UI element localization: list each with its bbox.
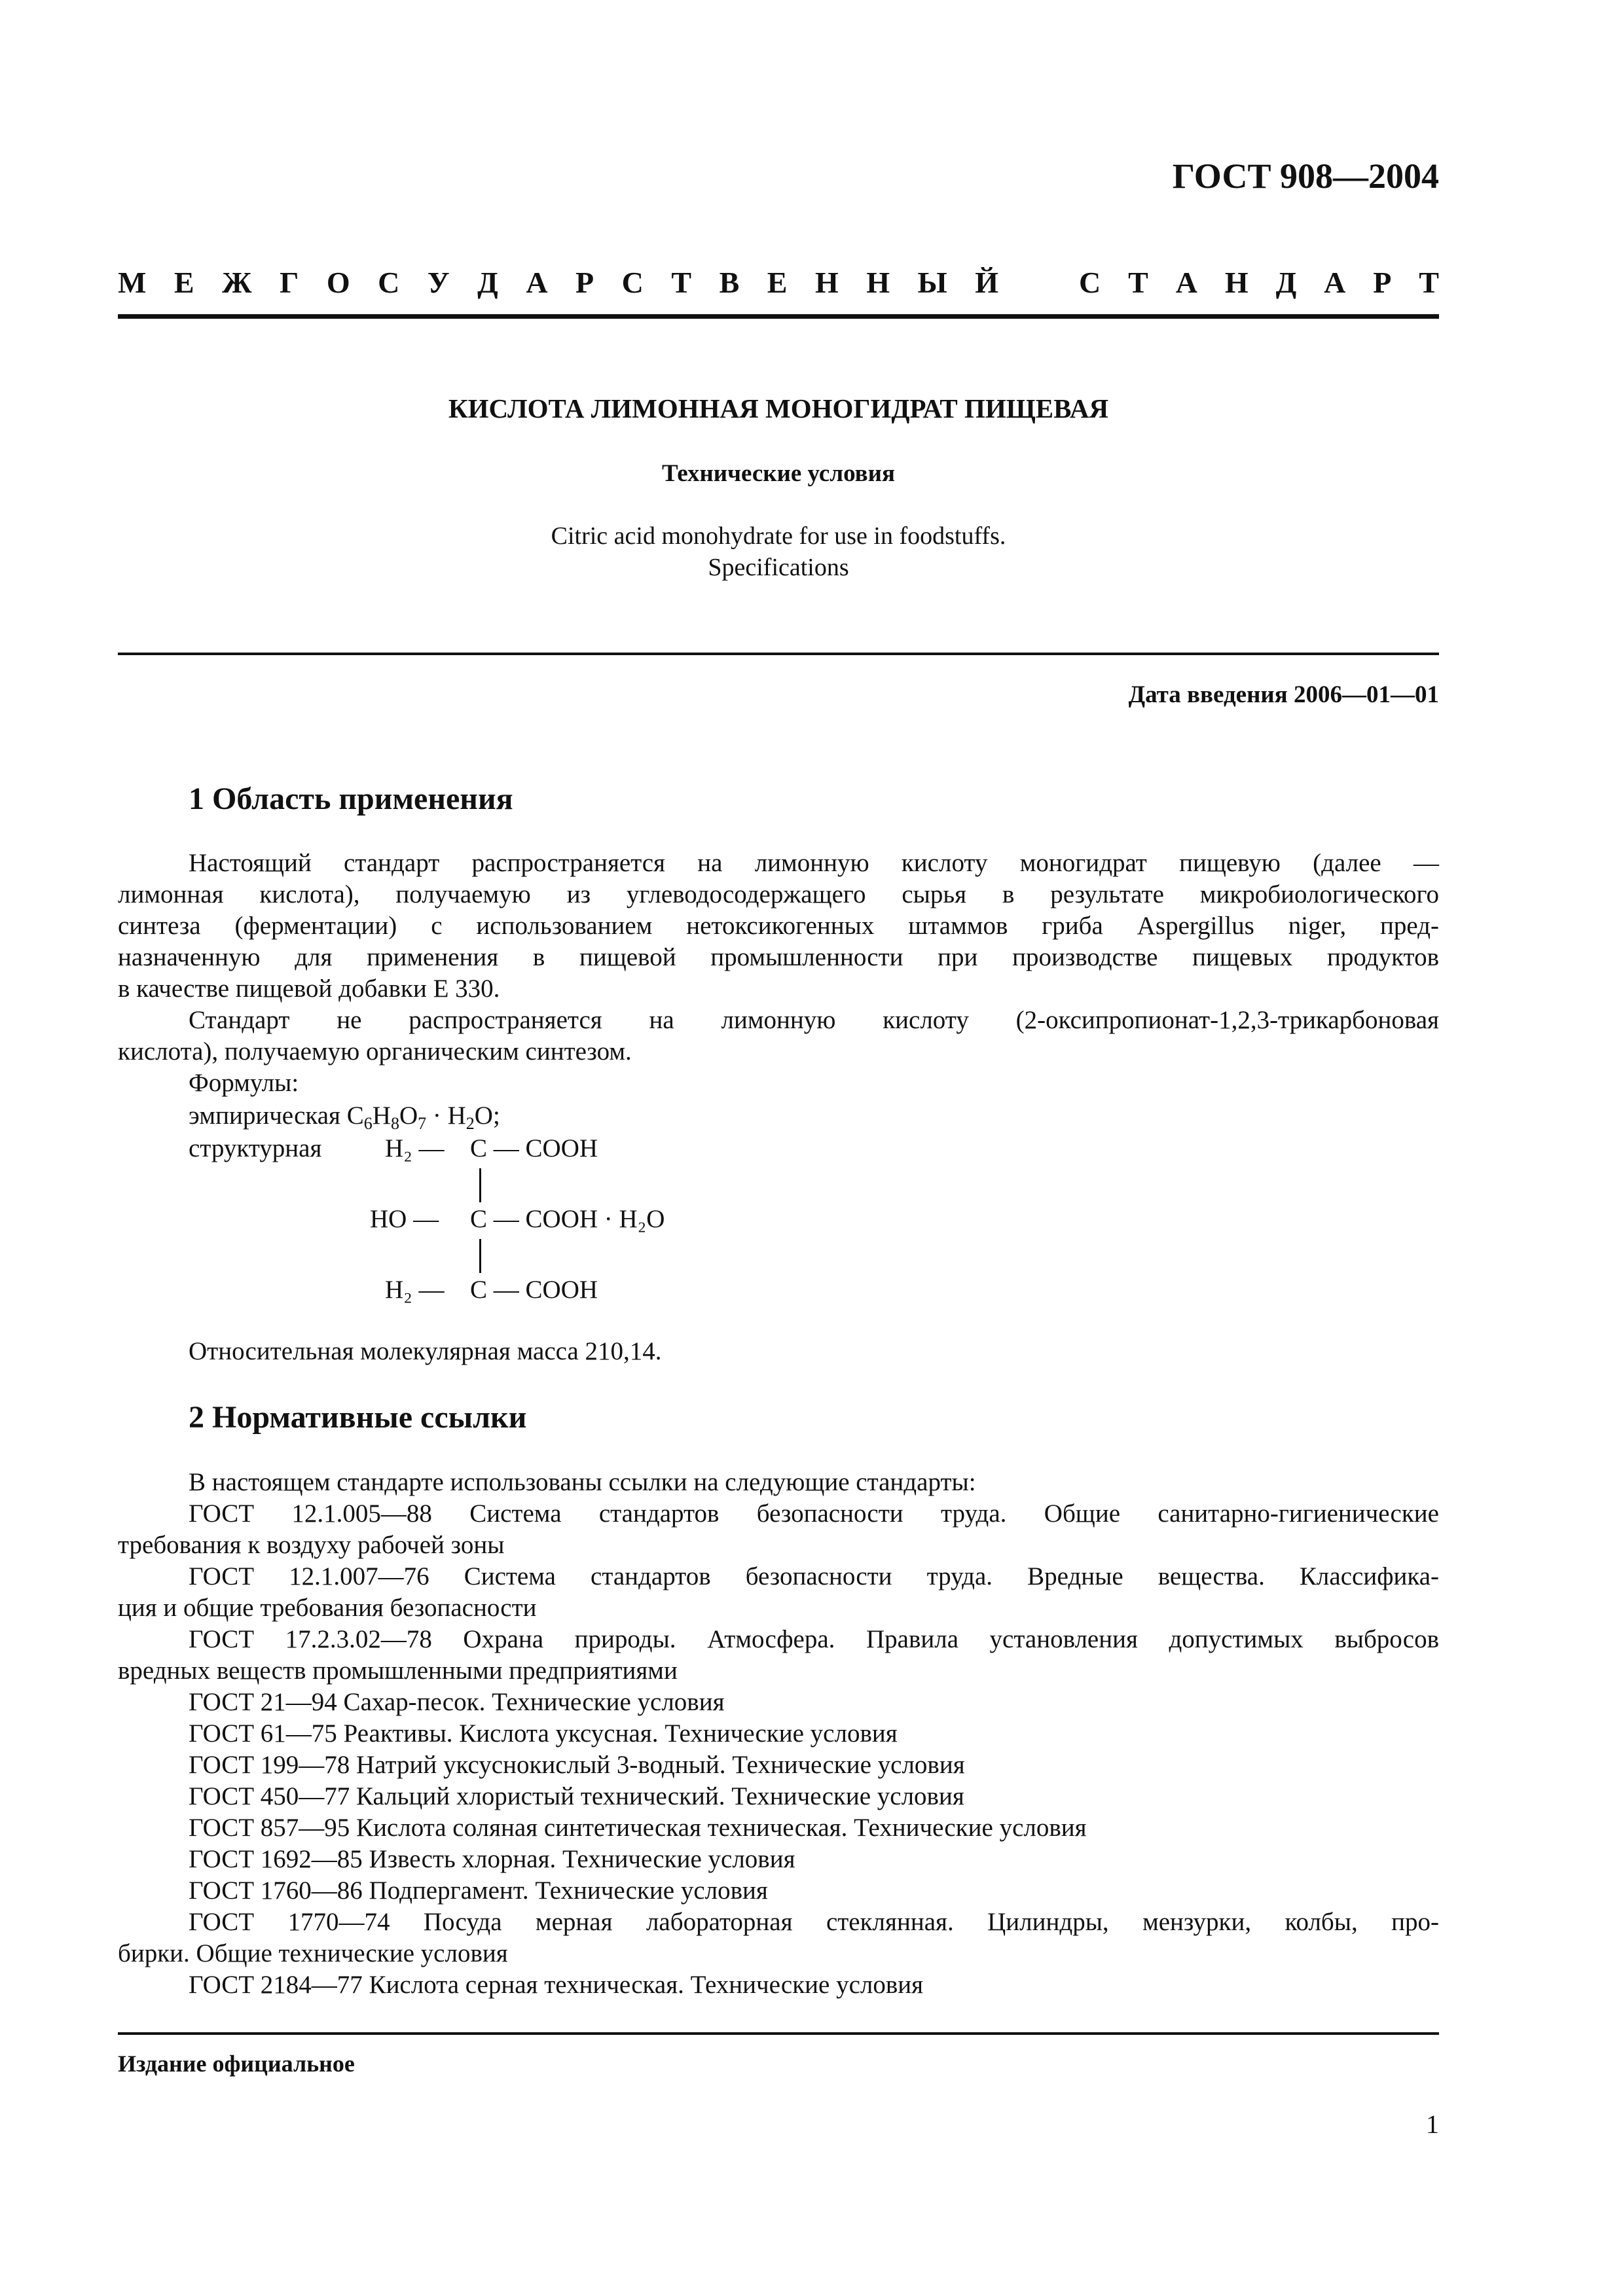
structure-row-2 <box>370 1204 665 1235</box>
header-rule <box>118 314 1439 319</box>
reference-line: ция и общие требования безопасности <box>118 1594 537 1622</box>
standard-type-letter: Т <box>1128 266 1148 299</box>
structure-row-1-carbon: C <box>470 1134 488 1162</box>
formulas-label: Формулы: <box>189 1069 299 1097</box>
structure-row-1-right: — COOH <box>487 1134 598 1162</box>
reference-line: ГОСТ 199—78 Натрий уксуснокислый 3-водный. Технические условия <box>189 1751 965 1779</box>
structure-row-1 <box>385 1133 598 1164</box>
standard-type-letter: Н <box>814 266 839 299</box>
gost-number: ГОСТ 908—2004 <box>1172 156 1439 196</box>
para1-line: синтеза (ферментации) с использованием нетоксикогенных штаммов гриба Aspergillus niger, пред- <box>118 912 1439 940</box>
empirical-formula-value: $C_6H_8O_7 \cdot H_2O$; <box>346 1102 500 1133</box>
structure-row-3-left: H₂ — <box>385 1276 445 1304</box>
reference-line: ГОСТ 17.2.3.02—78 Охрана природы. Атмосфера. Правила установления допустимых выбросов <box>189 1625 1439 1653</box>
standard-type-letter: Н <box>866 266 890 299</box>
standard-type-letter: Е <box>173 266 194 299</box>
para2-line: кислота), получаемую органическим синтезом. <box>118 1037 632 1066</box>
para1-line: Настоящий стандарт распространяется на лимонную кислоту моногидрат пищевую (далее — <box>189 849 1439 877</box>
structure-row-3-right: — COOH <box>487 1276 598 1304</box>
molar-mass: Относительная молекулярная масса 210,14. <box>189 1337 662 1365</box>
standard-type-letter: Ж <box>222 266 252 299</box>
standard-type-letter: С <box>378 266 400 299</box>
structure-row-3 <box>385 1274 598 1306</box>
reference-line: ГОСТ 12.1.007—76 Система стандартов безопасности труда. Вредные вещества. Классифика- <box>189 1562 1439 1590</box>
reference-line: ГОСТ 450—77 Кальций хлористый технический. Технические условия <box>189 1782 964 1810</box>
reference-line: ГОСТ 1770—74 Посуда мерная лабораторная стеклянная. Цилиндры, мензурки, колбы, про- <box>189 1908 1439 1936</box>
standard-type-letter: Р <box>1373 266 1392 299</box>
standard-type-letter: А <box>526 266 548 299</box>
reference-line: ГОСТ 857—95 Кислота соляная синтетическая техническая. Технические условия <box>189 1814 1087 1842</box>
standard-type-letter: В <box>719 266 740 299</box>
standard-type-word-1 <box>118 265 998 300</box>
reference-line: ГОСТ 2184—77 Кислота серная техническая. Технические условия <box>189 1971 924 1999</box>
standard-type-letter: С <box>621 266 644 299</box>
standard-type-word-2 <box>1079 265 1439 300</box>
reference-line: ГОСТ 1692—85 Известь хлорная. Технические условия <box>189 1845 795 1873</box>
standard-type-letter: У <box>427 266 450 299</box>
standard-type-letter: С <box>1079 266 1101 299</box>
para1-line: назначенную для применения в пищевой промышленности при производстве пищевых продуктов <box>118 943 1439 971</box>
official-edition-label: Издание официальное <box>118 2051 355 2077</box>
title-rule <box>118 653 1439 655</box>
structure-row-2-carbon: C <box>470 1205 488 1233</box>
section-2-heading: 2 Нормативные ссылки <box>189 1400 527 1435</box>
reference-line: ГОСТ 61—75 Реактивы. Кислота уксусная. Технические условия <box>189 1719 898 1748</box>
standard-type-letter: М <box>118 266 147 299</box>
page-number: 1 <box>1426 2109 1439 2139</box>
standard-type-letter: Н <box>1224 266 1249 299</box>
para2-line: Стандарт не распространяется на лимонную кислоту (2-оксипропионат-1,2,3-трикарбоновая <box>189 1006 1439 1034</box>
standard-type-letter: Т <box>1419 266 1439 299</box>
standard-type-letter: Р <box>575 266 594 299</box>
para1-line: лимонная кислота), получаемую из углеводосодержащего сырья в результате микробиологического <box>118 880 1439 908</box>
english-title <box>118 520 1439 583</box>
reference-line: вредных веществ промышленными предприятиями <box>118 1657 678 1685</box>
standard-type-letter: А <box>1324 266 1346 299</box>
references-intro: В настоящем стандарте использованы ссылки на следующие стандарты: <box>189 1468 976 1496</box>
standard-type-heading <box>118 265 1439 300</box>
standard-type-letter: Д <box>477 266 498 299</box>
document-subtitle: Технические условия <box>662 460 895 487</box>
footer-rule <box>118 2032 1439 2035</box>
standard-type-letter: Д <box>1275 266 1297 299</box>
empirical-label: эмпирическая <box>189 1102 341 1130</box>
standard-type-letter: О <box>326 266 350 299</box>
english-title-line-1: Citric acid monohydrate for use in foodstuffs. <box>551 522 1006 550</box>
bond-line-2 <box>479 1239 481 1273</box>
standard-type-letter: Т <box>671 266 692 299</box>
para1-line: в качестве пищевой добавки Е 330. <box>118 975 500 1003</box>
reference-line: ГОСТ 1760—86 Подпергамент. Технические условия <box>189 1876 768 1905</box>
section-1-heading: 1 Область применения <box>189 781 513 816</box>
standard-type-letter: Й <box>975 266 998 299</box>
empirical-formula <box>189 1100 500 1132</box>
introduction-date: Дата введения 2006—01—01 <box>1128 681 1439 708</box>
standard-type-letter: Г <box>280 266 299 299</box>
english-title-line-2: Specifications <box>708 554 849 581</box>
standard-type-letter: Ы <box>917 266 947 299</box>
bond-line-1 <box>479 1168 481 1202</box>
reference-line: ГОСТ 21—94 Сахар-песок. Технические условия <box>189 1688 725 1716</box>
standard-type-letter: А <box>1175 266 1197 299</box>
reference-line: ГОСТ 12.1.005—88 Система стандартов безопасности труда. Общие санитарно-гигиенические <box>189 1499 1439 1528</box>
structure-row-3-carbon: C <box>470 1276 488 1304</box>
structure-row-1-left: H₂ — <box>385 1134 445 1162</box>
structural-label: структурная <box>189 1134 322 1162</box>
document-title: КИСЛОТА ЛИМОННАЯ МОНОГИДРАТ ПИЩЕВАЯ <box>448 393 1109 423</box>
standard-type-letter: Е <box>767 266 788 299</box>
structure-row-2-left: HO — <box>370 1205 439 1233</box>
reference-line: требования к воздуху рабочей зоны <box>118 1531 505 1559</box>
structure-row-2-right: — COOH · H₂O <box>487 1205 665 1233</box>
reference-line: бирки. Общие технические условия <box>118 1939 508 1967</box>
